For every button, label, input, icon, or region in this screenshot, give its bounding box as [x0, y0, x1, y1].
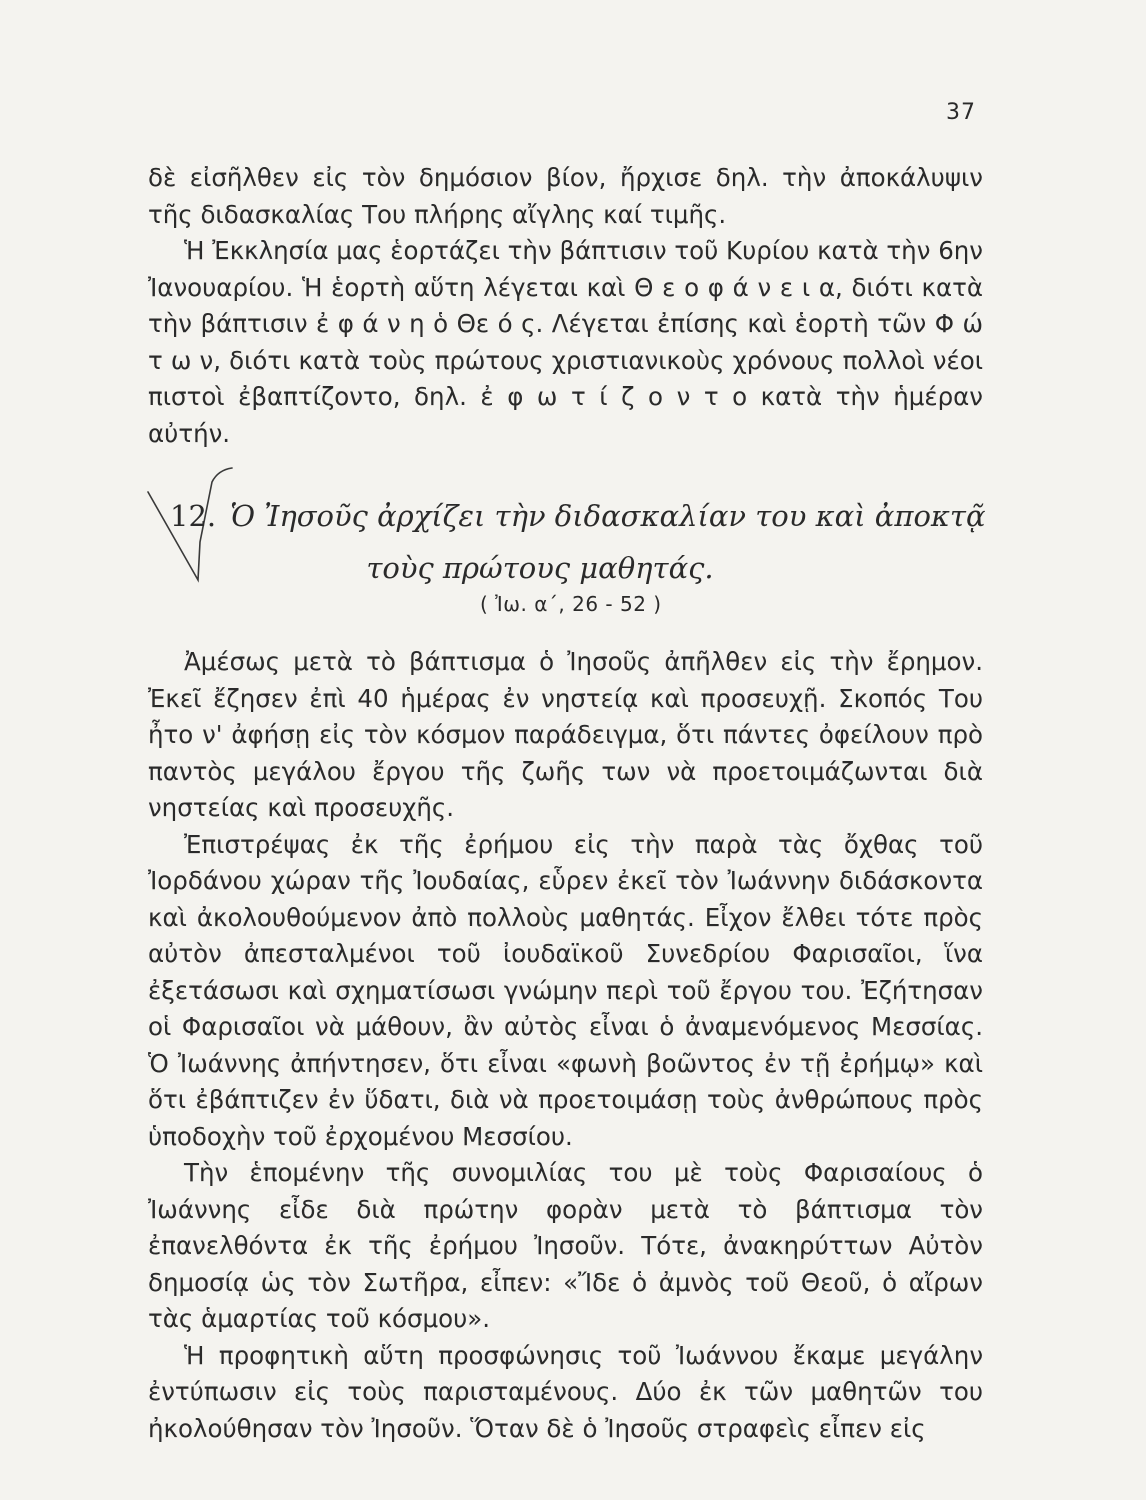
top-text-block	[148, 160, 983, 452]
paragraph: Ἐπιστρέψας ἐκ τῆς ἐρήμου εἰς τὴν παρὰ τὰς ὄχθας τοῦ Ἰορδάνου χώραν τῆς Ἰουδαίας, εὗρεν ἐκεῖ τὸν Ἰωάννην διδάσκοντα καὶ ἀκολουθούμενον ἀπὸ πολλοὺς μαθητάς. Εἶχον ἔλθει τότε πρὸς αὐτὸν ἀπεσταλμένοι τοῦ ἰουδαϊκοῦ Συνεδρίου Φαρισαῖοι, ἵνα ἐξετάσωσι καὶ σχηματίσωσι γνώμην περὶ τοῦ ἔργου του. Ἐζήτησαν οἱ Φαρισαῖοι νὰ μάθουν, ἂν αὐτὸς εἶναι ὁ ἀναμενόμενος Μεσσίας. Ὁ Ἰωάννης ἀπήντησεν, ὅτι εἶναι «φωνὴ βοῶντος ἐν τῇ ἐρήμῳ» καὶ ὅτι ἐβάπτιζεν ἐν ὕδατι, διὰ νὰ προετοιμάσῃ τοὺς ἀνθρώπους πρὸς ὑποδοχὴν τοῦ ἐρχομένου Μεσσίου.	[148, 829, 983, 1151]
section-title-line2: τοὺς πρώτους μαθητάς.	[366, 551, 714, 585]
page-number: 37	[946, 100, 976, 125]
paragraph: δὲ εἰσῆλθεν εἰς τὸν δημόσιον βίον, ἤρχισε δηλ. τὴν ἀποκάλυψιν τῆς διδασκαλίας Του πλήρης αἴγλης καί τιμῆς.	[148, 163, 983, 229]
section-title-line1: Ὁ Ἰησοῦς ἀρχίζει τὴν διδασκαλίαν του καὶ ἀποκτᾷ	[230, 499, 986, 533]
paragraph: Τὴν ἑπομένην τῆς συνομιλίας του μὲ τοὺς Φαρισαίους ὁ Ἰωάννης εἶδε διὰ πρώτην φορὰν μετὰ τὸ βάπτισμα τὸν ἐπανελθόντα ἐκ τῆς ἐρήμου Ἰησοῦν. Τότε, ἀνακηρύττων Αὐτὸν δημοσίᾳ ὡς τὸν Σωτῆρα, εἶπεν: «Ἴδε ὁ ἀμνὸς τοῦ Θεοῦ, ὁ αἴρων τὰς ἁμαρτίας τοῦ κόσμου».	[148, 1158, 983, 1333]
paragraph: Ἀμέσως μετὰ τὸ βάπτισμα ὁ Ἰησοῦς ἀπῆλθεν εἰς τὴν ἔρημον. Ἐκεῖ ἔζησεν ἐπὶ 40 ἡμέρας ἐν νηστείᾳ καὶ προσευχῇ. Σκοπός Του ἦτο ν' ἀφήσῃ εἰς τὸν κόσμον παράδειγμα, ὅτι πάντες ὀφείλουν πρὸ παντὸς μεγάλου ἔργου τῆς ζωῆς των νὰ προετοιμάζωνται διὰ νηστείας καὶ προσευχῆς.	[148, 647, 983, 822]
paragraph: Ἡ προφητικὴ αὕτη προσφώνησις τοῦ Ἰωάννου ἔκαμε μεγάλην ἐντύπωσιν εἰς τοὺς παρισταμένους. Δύο ἐκ τῶν μαθητῶν του ἠκολούθησαν τὸν Ἰησοῦν. Ὅταν δὲ ὁ Ἰησοῦς στραφεὶς εἶπεν εἰς	[148, 1340, 983, 1443]
paragraph: Ἡ Ἐκκλησία μας ἑορτάζει τὴν βάπτισιν τοῦ Κυρίου κατὰ τὴν 6ην Ἰανουαρίου. Ἡ ἑορτὴ αὕτη λέγεται καὶ Θ ε ο φ ά ν ε ι α, διότι κατὰ τὴν βάπτισιν ἐ φ ά ν η ὁ Θε ό ς. Λέγεται ἐπίσης καὶ ἑορτὴ τῶν Φ ώ τ ω ν, διότι κατὰ τοὺς πρώτους χριστιανικοὺς χρόνους πολλοὶ νέοι πιστοὶ ἐβαπτίζοντο, δηλ. ἐ φ ω τ ί ζ ο ν τ ο κατὰ τὴν ἡμέραν αὐτήν.	[148, 236, 983, 448]
section-number: 12.	[170, 499, 217, 533]
scripture-reference: ( Ἰω. α΄, 26 - 52 )	[480, 592, 662, 616]
section-heading	[170, 490, 990, 594]
main-text-block	[148, 644, 983, 1447]
